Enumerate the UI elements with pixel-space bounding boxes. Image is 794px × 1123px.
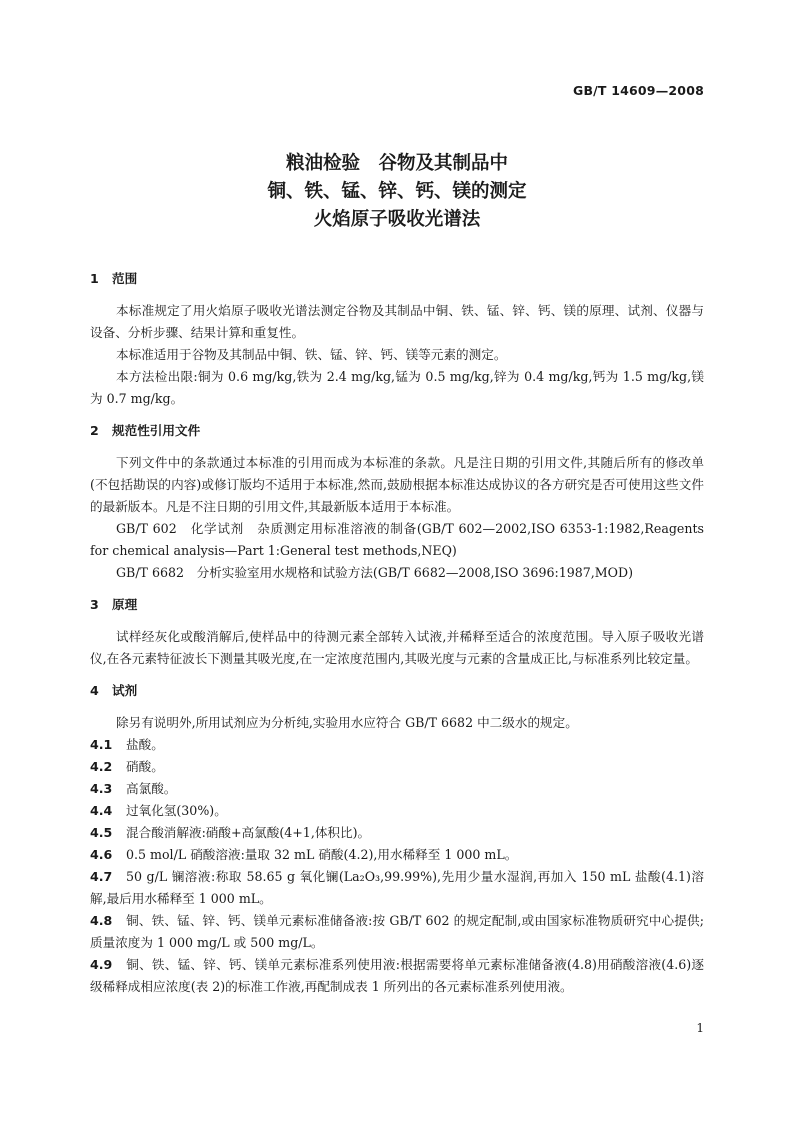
- list-item: 4.1 盐酸。: [90, 737, 164, 752]
- paragraph: 本标准适用于谷物及其制品中铜、铁、锰、锌、钙、镁等元素的测定。: [116, 347, 507, 362]
- list-item: 4.6 0.5 mol/L 硝酸溶液:量取 32 mL 硝酸(4.2),用水稀释至 1 000 mL。: [90, 847, 518, 862]
- title-line-1: 粮油检验 谷物及其制品中: [285, 153, 508, 174]
- list-item: 4.2 硝酸。: [90, 759, 164, 774]
- section-heading-references: 2 规范性引用文件: [90, 423, 201, 438]
- title-line-3: 火焰原子吸收光谱法: [313, 209, 481, 230]
- document-body: [90, 268, 704, 998]
- list-item: 4.9 铜、铁、锰、锌、钙、镁单元素标准系列使用液:根据需要将单元素标准储备液(4.8)用硝酸溶液(4.6)逐级稀释成相应浓度(表 2)的标准工作液,再配制成表 1 所列出的各元素标准系列使用液。: [90, 957, 704, 994]
- list-item: 4.4 过氧化氢(30%)。: [90, 803, 227, 818]
- list-item: 4.8 铜、铁、锰、锌、钙、镁单元素标准储备液:按 GB/T 602 的规定配制,或由国家标准物质研究中心提供;质量浓度为 1 000 mg/L 或 500 mg/L。: [90, 913, 704, 950]
- section-heading-reagents: 4 试剂: [90, 683, 138, 698]
- list-item: 4.7 50 g/L 镧溶液:称取 58.65 g 氧化镧(La₂O₃,99.99%),先用少量水湿润,再加入 150 mL 盐酸(4.1)溶解,最后用水稀释至 1 000 mL。: [90, 869, 704, 906]
- section-heading-scope: 1 范围: [90, 271, 138, 286]
- title-line-2: 铜、铁、锰、锌、钙、镁的测定: [267, 181, 527, 202]
- standard-code: GB/T 14609—2008: [572, 83, 704, 98]
- paragraph: 本方法检出限:铜为 0.6 mg/kg,铁为 2.4 mg/kg,锰为 0.5 mg/kg,锌为 0.4 mg/kg,钙为 1.5 mg/kg,镁为 0.7 mg/kg。: [90, 369, 704, 406]
- reference-entry: GB/T 602 化学试剂 杂质测定用标准溶液的制备(GB/T 602—2002,ISO 6353-1:1982,Reagents for chemical analysis—Part 1:General test methods,NEQ): [90, 521, 704, 558]
- paragraph: 下列文件中的条款通过本标准的引用而成为本标准的条款。凡是注日期的引用文件,其随后所有的修改单(不包括勘误的内容)或修订版均不适用于本标准,然而,鼓励根据本标准达成协议的各方研究是否可使用这些文件的最新版本。凡是不注日期的引用文件,其最新版本适用于本标准。: [90, 455, 704, 514]
- reference-entry: GB/T 6682 分析实验室用水规格和试验方法(GB/T 6682—2008,ISO 3696:1987,MOD): [116, 565, 633, 580]
- paragraph: 除另有说明外,所用试剂应为分析纯,实验用水应符合 GB/T 6682 中二级水的规定。: [116, 715, 578, 730]
- document-title: [0, 150, 794, 234]
- list-item: 4.3 高氯酸。: [90, 781, 177, 796]
- paragraph: 试样经灰化或酸消解后,使样品中的待测元素全部转入试液,并稀释至适合的浓度范围。导入原子吸收光谱仪,在各元素特征波长下测量其吸光度,在一定浓度范围内,其吸光度与元素的含量成正比,与标准系列比较定量。: [90, 629, 704, 666]
- paragraph: 本标准规定了用火焰原子吸收光谱法测定谷物及其制品中铜、铁、锰、锌、钙、镁的原理、试剂、仪器与设备、分析步骤、结果计算和重复性。: [90, 303, 704, 340]
- list-item: 4.5 混合酸消解液:硝酸+高氯酸(4+1,体积比)。: [90, 825, 371, 840]
- page-number: 1: [696, 1021, 704, 1035]
- section-heading-principle: 3 原理: [90, 597, 138, 612]
